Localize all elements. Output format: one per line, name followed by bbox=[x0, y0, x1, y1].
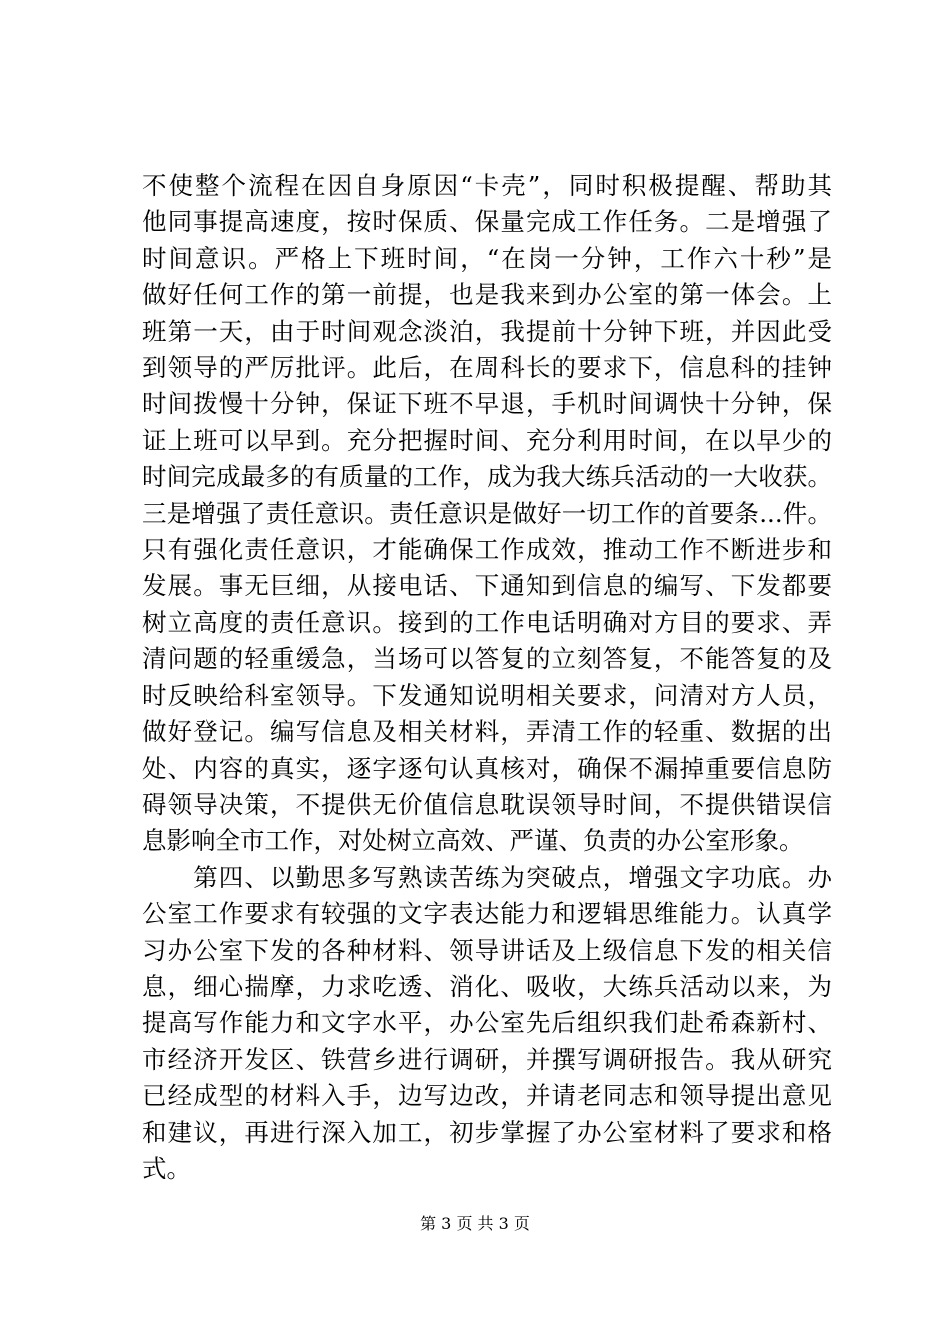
text-line: 到领导的严厉批评。此后，在周科长的要求下，信息科的挂钟 bbox=[142, 353, 832, 383]
text-line: 证上班可以早到。充分把握时间、充分利用时间，在以早少的 bbox=[142, 425, 832, 455]
text-line: 班第一天，由于时间观念淡泊，我提前十分钟下班，并因此受 bbox=[142, 316, 832, 346]
text-line: 息影响全市工作，对处树立高效、严谨、负责的办公室形象。 bbox=[142, 826, 804, 856]
page-number: 第 3 页 共 3 页 bbox=[420, 1214, 530, 1233]
text-line: 市经济开发区、铁营乡进行调研，并撰写调研报告。我从研究 bbox=[142, 1044, 832, 1074]
text-line: 处、内容的真实，逐字逐句认真核对，确保不漏掉重要信息防 bbox=[142, 753, 832, 783]
text-line: 发展。事无巨细，从接电话、下通知到信息的编写、下发都要 bbox=[142, 571, 832, 601]
text-line: 做好任何工作的第一前提，也是我来到办公室的第一体会。上 bbox=[142, 280, 832, 310]
text-line: 时间拨慢十分钟，保证下班不早退，手机时间调快十分钟，保 bbox=[142, 389, 832, 419]
text-line: 做好登记。编写信息及相关材料，弄清工作的轻重、数据的出 bbox=[142, 717, 832, 747]
page-footer bbox=[0, 1214, 950, 1234]
text-line: 和建议，再进行深入加工，初步掌握了办公室材料了要求和格 bbox=[142, 1117, 832, 1147]
text-line: 公室工作要求有较强的文字表达能力和逻辑思维能力。认真学 bbox=[142, 899, 832, 929]
text-line: 习办公室下发的各种材料、领导讲话及上级信息下发的相关信 bbox=[142, 935, 832, 965]
paragraph-start-line: 第四、以勤思多写熟读苦练为突破点，增强文字功底。办 bbox=[142, 862, 832, 892]
text-line: 已经成型的材料入手，边写边改，并请老同志和领导提出意见 bbox=[142, 1081, 832, 1111]
text-line: 清问题的轻重缓急，当场可以答复的立刻答复，不能答复的及 bbox=[142, 644, 832, 674]
text-line: 只有强化责任意识，才能确保工作成效，推动工作不断进步和 bbox=[142, 535, 832, 565]
text-line: 时间完成最多的有质量的工作，成为我大练兵活动的一大收获。 bbox=[142, 462, 832, 492]
text-line: 息，细心揣摩，力求吃透、消化、吸收，大练兵活动以来，为 bbox=[142, 971, 832, 1001]
text-line: 三是增强了责任意识。责任意识是做好一切工作的首要条...件。 bbox=[142, 498, 832, 528]
text-line: 不使整个流程在因自身原因“卡壳”，同时积极提醒、帮助其 bbox=[142, 171, 832, 200]
text-line: 碍领导决策，不提供无价值信息耽误领导时间，不提供错误信 bbox=[142, 789, 832, 819]
text-line: 树立高度的责任意识。接到的工作电话明确对方目的要求、弄 bbox=[142, 607, 832, 637]
text-line: 式。 bbox=[142, 1153, 191, 1183]
text-line: 他同事提高速度，按时保质、保量完成工作任务。二是增强了 bbox=[142, 207, 832, 237]
body-text bbox=[142, 168, 832, 1187]
text-line: 提高写作能力和文字水平，办公室先后组织我们赴希森新村、 bbox=[142, 1008, 832, 1038]
text-line: 时间意识。严格上下班时间，“在岗一分钟，工作六十秒”是 bbox=[142, 243, 832, 273]
text-line: 时反映给科室领导。下发通知说明相关要求，问清对方人员， bbox=[142, 680, 832, 710]
